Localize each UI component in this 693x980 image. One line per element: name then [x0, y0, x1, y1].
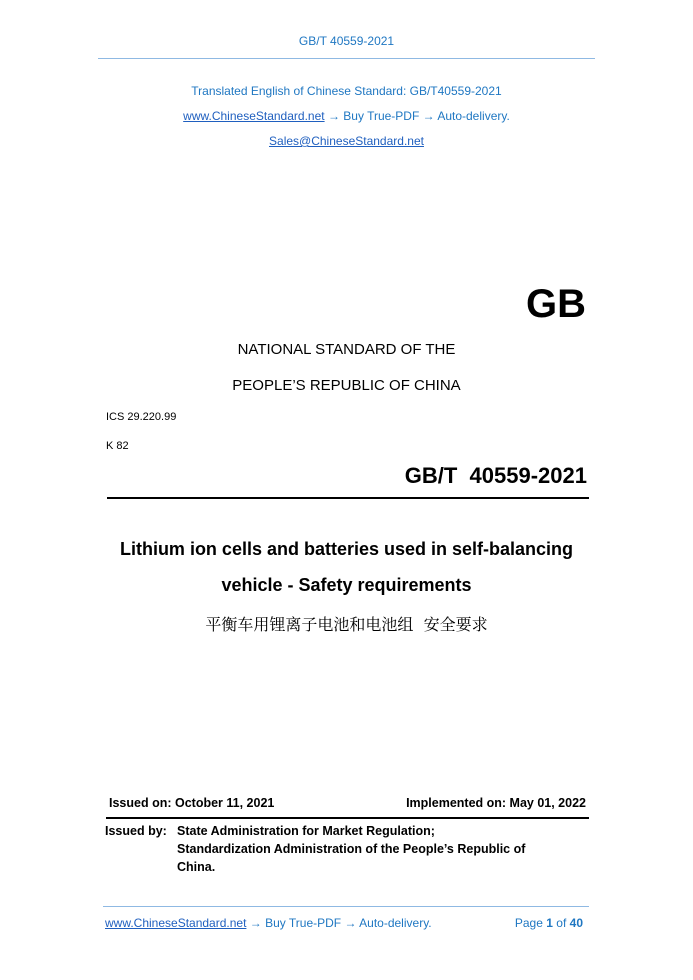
- sales-email-link[interactable]: Sales@ChineseStandard.net: [269, 134, 424, 148]
- promo-line: Translated English of Chinese Standard: GB/T40559-2021: [191, 84, 502, 98]
- promo-buy-text: Buy True-PDF: [343, 109, 420, 123]
- arrow-icon: →: [327, 109, 340, 123]
- title-line2: vehicle - Safety requirements: [221, 575, 472, 595]
- footer-buy-line: [105, 916, 432, 930]
- standard-number: GB/T 40559-2021: [404, 463, 587, 488]
- issued-by-label: Issued by:: [105, 824, 167, 838]
- footer-site-link[interactable]: www.ChineseStandard.net: [105, 916, 247, 930]
- running-header-title: GB/T 40559-2021: [298, 34, 395, 48]
- issued-on: Issued on: October 11, 2021: [109, 796, 275, 810]
- issued-by-line1: State Administration for Market Regulation;: [177, 824, 435, 838]
- footer-buy-text: Buy True-PDF: [265, 916, 342, 930]
- footer-rule: [103, 906, 589, 907]
- header-rule: [98, 58, 595, 59]
- standard-number-rule: [107, 497, 589, 499]
- national-standard-line2: PEOPLE’S REPUBLIC OF CHINA: [232, 377, 461, 394]
- implemented-on: Implemented on: May 01, 2022: [406, 796, 586, 810]
- promo-buy-line: [0, 109, 693, 123]
- ccs-code: K 82: [106, 440, 129, 452]
- issued-by-line2: Standardization Administration of the People’s Republic of: [177, 842, 526, 856]
- arrow-icon: →: [249, 916, 262, 930]
- page-indicator: [515, 916, 583, 930]
- promo-delivery-text: Auto-delivery.: [437, 109, 510, 123]
- title-line1: Lithium ion cells and batteries used in self-balancing: [119, 539, 574, 559]
- dates-rule: [106, 817, 589, 819]
- arrow-icon: →: [422, 109, 435, 123]
- issued-by-line3: China.: [177, 860, 216, 874]
- title-chinese: 平衡车用锂离子电池和电池组 安全要求: [205, 615, 488, 634]
- gb-mark: GB: [526, 282, 586, 326]
- of-label: of: [556, 916, 567, 930]
- page-label: Page: [514, 916, 543, 930]
- arrow-icon: →: [344, 916, 357, 930]
- promo-site-link[interactable]: www.ChineseStandard.net: [183, 109, 325, 123]
- footer-delivery-text: Auto-delivery.: [359, 916, 432, 930]
- national-standard-line1: NATIONAL STANDARD OF THE: [237, 341, 456, 358]
- ics-code: ICS 29.220.99: [106, 411, 177, 423]
- page-total: 40: [569, 916, 583, 930]
- page-number: 1: [546, 916, 553, 930]
